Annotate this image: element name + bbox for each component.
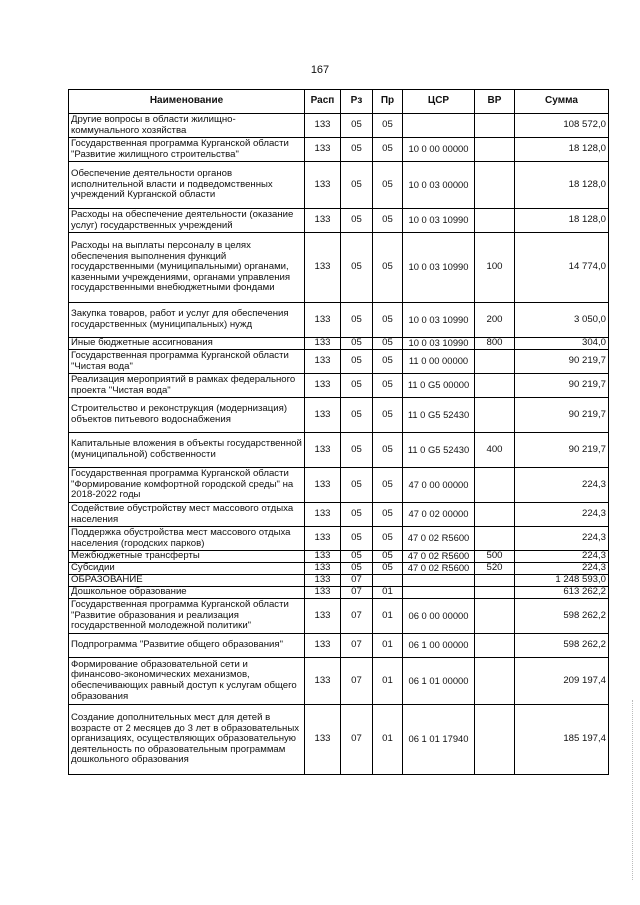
row-csr: 11 0 G5 52430 <box>403 433 475 468</box>
row-vr <box>475 138 515 162</box>
row-rz: 05 <box>341 138 373 162</box>
row-vr <box>475 634 515 658</box>
row-sum: 185 197,4 <box>515 705 609 775</box>
row-vr <box>475 209 515 233</box>
row-pr: 05 <box>373 527 403 551</box>
row-rasp: 133 <box>305 551 341 563</box>
row-rasp: 133 <box>305 575 341 587</box>
table-row <box>69 138 609 162</box>
budget-table <box>68 89 609 775</box>
row-sum: 18 128,0 <box>515 162 609 209</box>
row-pr: 05 <box>373 350 403 374</box>
row-vr <box>475 162 515 209</box>
row-rz: 05 <box>341 303 373 338</box>
row-name: Капитальные вложения в объекты государственной (муниципальной) собственности <box>69 433 305 468</box>
row-vr <box>475 350 515 374</box>
row-sum: 3 050,0 <box>515 303 609 338</box>
row-rasp: 133 <box>305 233 341 303</box>
table-row <box>69 563 609 575</box>
row-pr: 05 <box>373 503 403 527</box>
row-pr: 01 <box>373 587 403 599</box>
row-rasp: 133 <box>305 563 341 575</box>
row-rz: 05 <box>341 374 373 398</box>
row-pr <box>373 575 403 587</box>
row-csr: 10 0 03 10990 <box>403 338 475 350</box>
row-rz: 05 <box>341 433 373 468</box>
row-vr <box>475 114 515 138</box>
row-pr: 01 <box>373 705 403 775</box>
row-csr: 47 0 02 R5600 <box>403 527 475 551</box>
row-sum: 18 128,0 <box>515 209 609 233</box>
row-rasp: 133 <box>305 433 341 468</box>
row-csr: 06 0 00 00000 <box>403 599 475 634</box>
row-rasp: 133 <box>305 138 341 162</box>
row-rz: 05 <box>341 162 373 209</box>
row-vr <box>475 398 515 433</box>
table-row <box>69 209 609 233</box>
row-vr: 100 <box>475 233 515 303</box>
row-vr <box>475 527 515 551</box>
row-vr <box>475 587 515 599</box>
row-name: Обеспечение деятельности органов исполнительной власти и подведомственных учреждений Курганской области <box>69 162 305 209</box>
row-sum: 209 197,4 <box>515 658 609 705</box>
row-vr: 800 <box>475 338 515 350</box>
row-csr: 11 0 G5 52430 <box>403 398 475 433</box>
row-sum: 14 774,0 <box>515 233 609 303</box>
row-rasp: 133 <box>305 398 341 433</box>
table-row <box>69 551 609 563</box>
row-rz: 05 <box>341 350 373 374</box>
row-pr: 05 <box>373 433 403 468</box>
row-rz: 07 <box>341 599 373 634</box>
row-sum: 90 219,7 <box>515 374 609 398</box>
row-csr: 47 0 02 R5600 <box>403 551 475 563</box>
row-pr: 05 <box>373 162 403 209</box>
header-rz: Рз <box>341 90 373 114</box>
row-rz: 07 <box>341 587 373 599</box>
row-vr <box>475 503 515 527</box>
table-row <box>69 705 609 775</box>
table-row <box>69 634 609 658</box>
row-rz: 07 <box>341 658 373 705</box>
row-pr: 05 <box>373 114 403 138</box>
row-pr: 05 <box>373 209 403 233</box>
row-rasp: 133 <box>305 468 341 503</box>
row-pr: 05 <box>373 233 403 303</box>
row-vr <box>475 599 515 634</box>
row-sum: 90 219,7 <box>515 433 609 468</box>
row-sum: 18 128,0 <box>515 138 609 162</box>
row-csr: 11 0 G5 00000 <box>403 374 475 398</box>
row-csr: 06 1 01 00000 <box>403 658 475 705</box>
table-row <box>69 468 609 503</box>
row-name: Расходы на выплаты персоналу в целях обеспечения выполнения функций государственными (муниципальными) органами, казенными учреждениями, органами управления государственными внебюджетными фондами <box>69 233 305 303</box>
row-vr <box>475 705 515 775</box>
row-csr: 06 1 01 17940 <box>403 705 475 775</box>
row-rasp: 133 <box>305 374 341 398</box>
row-sum: 598 262,2 <box>515 634 609 658</box>
row-csr: 47 0 02 R5600 <box>403 563 475 575</box>
row-sum: 224,3 <box>515 468 609 503</box>
row-name: Закупка товаров, работ и услуг для обеспечения государственных (муниципальных) нужд <box>69 303 305 338</box>
row-sum: 90 219,7 <box>515 398 609 433</box>
row-rz: 05 <box>341 551 373 563</box>
row-name: Государственная программа Курганской области "Развитие образования и реализация государственной молодежной политики" <box>69 599 305 634</box>
row-sum: 90 219,7 <box>515 350 609 374</box>
row-rz: 05 <box>341 468 373 503</box>
row-name: Реализация мероприятий в рамках федерального проекта "Чистая вода" <box>69 374 305 398</box>
row-vr: 200 <box>475 303 515 338</box>
row-vr: 520 <box>475 563 515 575</box>
table-row <box>69 575 609 587</box>
row-rasp: 133 <box>305 114 341 138</box>
row-sum: 108 572,0 <box>515 114 609 138</box>
row-sum: 224,3 <box>515 551 609 563</box>
row-vr <box>475 658 515 705</box>
row-name: Межбюджетные трансферты <box>69 551 305 563</box>
row-rasp: 133 <box>305 599 341 634</box>
table-row <box>69 303 609 338</box>
table-row <box>69 233 609 303</box>
row-pr: 05 <box>373 374 403 398</box>
row-pr: 01 <box>373 599 403 634</box>
header-pr: Пр <box>373 90 403 114</box>
row-csr <box>403 114 475 138</box>
table-body <box>69 114 609 775</box>
table-row <box>69 599 609 634</box>
row-name: Другие вопросы в области жилищно-коммунального хозяйства <box>69 114 305 138</box>
row-rasp: 133 <box>305 705 341 775</box>
header-vr: ВР <box>475 90 515 114</box>
page-number: 167 <box>310 64 330 76</box>
table-header-row <box>69 90 609 114</box>
row-pr: 01 <box>373 634 403 658</box>
row-name: Субсидии <box>69 563 305 575</box>
header-csr: ЦСР <box>403 90 475 114</box>
row-rz: 05 <box>341 563 373 575</box>
row-vr: 500 <box>475 551 515 563</box>
row-rz: 05 <box>341 233 373 303</box>
row-rz: 05 <box>341 503 373 527</box>
row-rasp: 133 <box>305 634 341 658</box>
row-pr: 05 <box>373 338 403 350</box>
table-row <box>69 114 609 138</box>
table-row <box>69 433 609 468</box>
row-sum: 304,0 <box>515 338 609 350</box>
row-pr: 05 <box>373 468 403 503</box>
row-rz: 05 <box>341 398 373 433</box>
row-csr: 10 0 03 10990 <box>403 233 475 303</box>
row-name: Создание дополнительных мест для детей в возрасте от 2 месяцев до 3 лет в образовательных организациях, осуществляющих образовательную деятельность по образовательным программам дошкольного образования <box>69 705 305 775</box>
row-rasp: 133 <box>305 338 341 350</box>
row-name: Государственная программа Курганской области "Чистая вода" <box>69 350 305 374</box>
table-row <box>69 658 609 705</box>
row-csr <box>403 587 475 599</box>
row-vr: 400 <box>475 433 515 468</box>
row-csr: 10 0 03 00000 <box>403 162 475 209</box>
row-vr <box>475 374 515 398</box>
row-name: Государственная программа Курганской области "Формирование комфортной городской среды" на 2018-2022 годы <box>69 468 305 503</box>
row-sum: 224,3 <box>515 563 609 575</box>
row-name: Содействие обустройству мест массового отдыха населения <box>69 503 305 527</box>
row-rz: 07 <box>341 634 373 658</box>
row-sum: 613 262,2 <box>515 587 609 599</box>
row-vr <box>475 468 515 503</box>
row-rasp: 133 <box>305 350 341 374</box>
row-csr <box>403 575 475 587</box>
header-name: Наименование <box>69 90 305 114</box>
table-row <box>69 587 609 599</box>
row-pr: 05 <box>373 563 403 575</box>
row-csr: 06 1 00 00000 <box>403 634 475 658</box>
table-row <box>69 503 609 527</box>
row-rz: 05 <box>341 338 373 350</box>
row-vr <box>475 575 515 587</box>
row-sum: 224,3 <box>515 527 609 551</box>
row-name: Строительство и реконструкция (модернизация) объектов питьевого водоснабжения <box>69 398 305 433</box>
row-csr: 47 0 02 00000 <box>403 503 475 527</box>
row-rasp: 133 <box>305 527 341 551</box>
row-name: Государственная программа Курганской области "Развитие жилищного строительства" <box>69 138 305 162</box>
scan-edge-marks <box>632 700 636 880</box>
row-csr: 47 0 00 00000 <box>403 468 475 503</box>
row-pr: 05 <box>373 138 403 162</box>
table-row <box>69 162 609 209</box>
row-rz: 05 <box>341 527 373 551</box>
header-sum: Сумма <box>515 90 609 114</box>
row-name: Дошкольное образование <box>69 587 305 599</box>
row-rasp: 133 <box>305 503 341 527</box>
table-row <box>69 350 609 374</box>
table-row <box>69 527 609 551</box>
row-csr: 10 0 03 10990 <box>403 209 475 233</box>
table-row <box>69 398 609 433</box>
row-csr: 11 0 00 00000 <box>403 350 475 374</box>
row-sum: 224,3 <box>515 503 609 527</box>
row-rasp: 133 <box>305 587 341 599</box>
row-sum: 598 262,2 <box>515 599 609 634</box>
row-name: ОБРАЗОВАНИЕ <box>69 575 305 587</box>
row-name: Подпрограмма "Развитие общего образования" <box>69 634 305 658</box>
row-rz: 07 <box>341 575 373 587</box>
row-rasp: 133 <box>305 209 341 233</box>
row-rz: 05 <box>341 209 373 233</box>
row-name: Расходы на обеспечение деятельности (оказание услуг) государственных учреждений <box>69 209 305 233</box>
row-sum: 1 248 593,0 <box>515 575 609 587</box>
row-name: Поддержка обустройства мест массового отдыха населения (городских парков) <box>69 527 305 551</box>
table-row <box>69 374 609 398</box>
row-rasp: 133 <box>305 303 341 338</box>
table-row <box>69 338 609 350</box>
row-rasp: 133 <box>305 658 341 705</box>
row-pr: 05 <box>373 551 403 563</box>
row-pr: 05 <box>373 303 403 338</box>
row-pr: 05 <box>373 398 403 433</box>
row-pr: 01 <box>373 658 403 705</box>
row-name: Иные бюджетные ассигнования <box>69 338 305 350</box>
row-rz: 07 <box>341 705 373 775</box>
row-rasp: 133 <box>305 162 341 209</box>
header-rasp: Расп <box>305 90 341 114</box>
row-csr: 10 0 00 00000 <box>403 138 475 162</box>
row-name: Формирование образовательной сети и финансово-экономических механизмов, обеспечивающих равный доступ к услугам общего образования <box>69 658 305 705</box>
row-csr: 10 0 03 10990 <box>403 303 475 338</box>
row-rz: 05 <box>341 114 373 138</box>
